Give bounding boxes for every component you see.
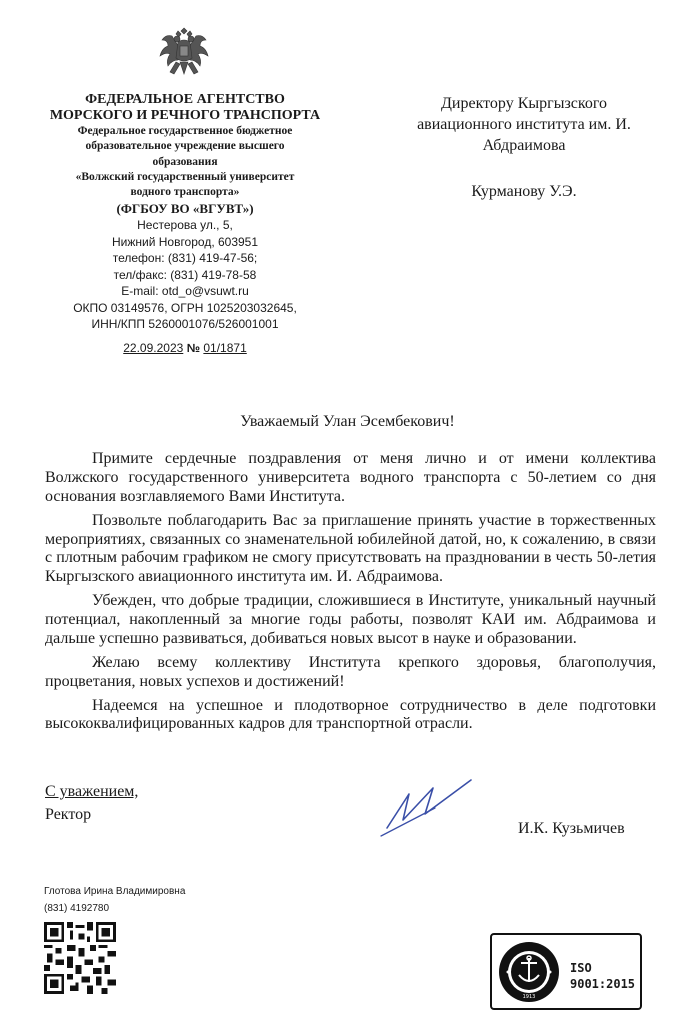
closing: С уважением,: [45, 783, 139, 800]
signer-name: И.К. Кузьмичев: [518, 820, 625, 837]
paragraph: Позвольте поблагодарить Вас за приглашение принять участие в торжественных мероприятиях, связанных со знаменательной юбилейной датой, но, к сожалению, в связи с плотным рабочим графиком не смогу присутствовать на праздновании в честь 50-летия Кыргызского авиационного института им. И. Абдраимова.: [45, 511, 656, 586]
recipient-name: Курманову У.Э.: [471, 183, 577, 201]
paragraph: Примите сердечные поздравления от меня лично и от имени коллектива Волжского государственного университета водного транспорта с 50-летием со дня основания возглавляемого Вами Института.: [45, 450, 656, 505]
agency-name: ФЕДЕРАЛЬНОЕ АГЕНТСТВО МОРСКОГО И РЕЧНОГО ТРАНСПОРТА: [49, 92, 321, 124]
executor-phone: (831) 4192780: [44, 902, 110, 914]
ref-number: 01/1871: [203, 341, 247, 356]
seal-year: 1913: [522, 994, 536, 1000]
paragraph: Убежден, что добрые традиции, сложившиеся в Институте, уникальный научный потенциал, накопленный за многие годы работы, позволят КАИ им. Абдраимова и дальше успешно развиваться, добиваться новых высот в науке и образовании.: [45, 592, 656, 647]
paragraph: Желаю всему коллективу Института крепкого здоровья, благополучия, процветания, новых успехов и достижений!: [45, 653, 656, 690]
university-seal-icon: [498, 941, 560, 1003]
letter-reference: [40, 341, 330, 355]
paragraph: Надеемся на успешное и плодотворное сотрудничество в деле подготовки высококвалифицированных кадров для транспортной отрасли.: [45, 696, 656, 733]
iso-certification-badge: [490, 933, 642, 1010]
sender-address: Нестерова ул., 5, Нижний Новгород, 603951 телефон: (831) 419-47-56; тел/факс: (831) 419-78-58 E-mail: otd_o@vsuwt.ru ОКПО 03149576, ОГРН 1025203032645, ИНН/КПП 5260001076/526001001: [73, 218, 297, 332]
ref-date: 22.09.2023: [123, 341, 184, 356]
executor-info: [44, 884, 185, 917]
double-headed-eagle-emblem-icon: [158, 22, 210, 84]
qr-code[interactable]: [44, 922, 116, 994]
recipient-block: Директору Кыргызского авиационного института им. И. Абдраимова Курманову У.Э.: [398, 94, 650, 203]
institution-name: Федеральное государственное бюджетное образовательное учреждение высшего образования «Волжский государственный университет водного транспорта» (ФГБОУ ВО «ВГУВТ»): [75, 125, 295, 217]
closing-block: [45, 780, 138, 826]
iso-label: ISO 9001:2015: [570, 961, 636, 992]
signer-position: Ректор: [45, 806, 92, 824]
sender-block: [40, 92, 330, 355]
handwritten-signature: [375, 770, 485, 840]
ref-number-sign: №: [186, 341, 201, 356]
executor-name: Глотова Ирина Владимировна: [44, 886, 186, 897]
letter-body: [45, 450, 656, 739]
salutation: Уважаемый Улан Эсембекович!: [240, 413, 455, 430]
